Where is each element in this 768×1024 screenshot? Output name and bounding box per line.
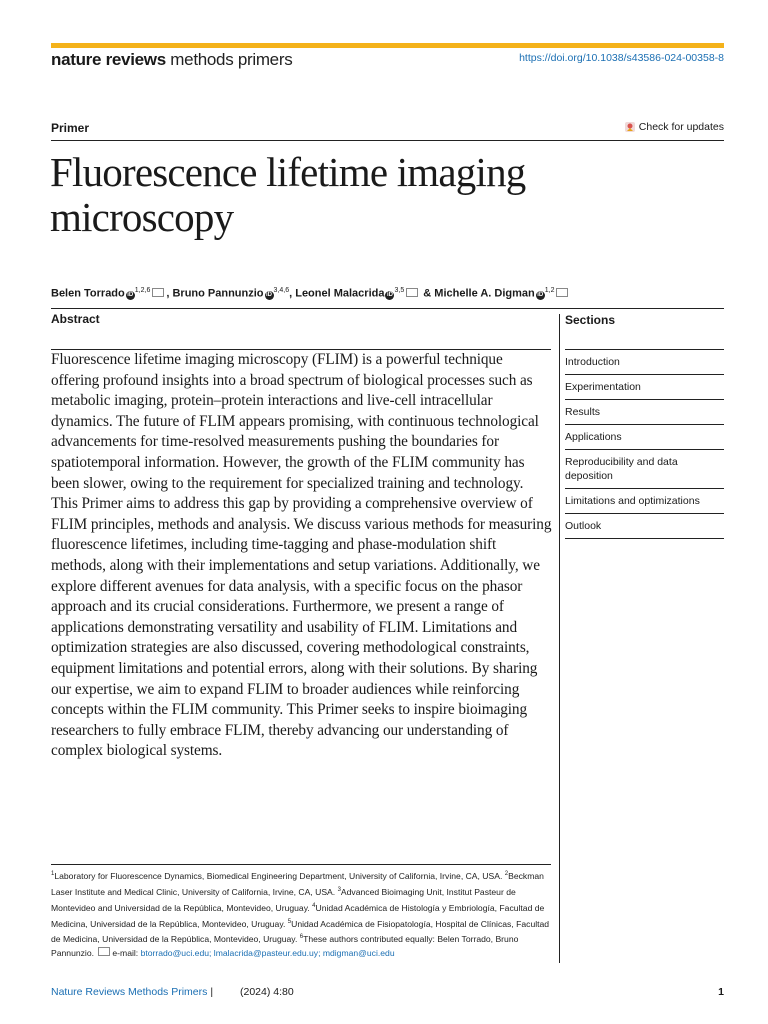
author-affiliation: 1,2 [544, 287, 555, 294]
affiliation-text: Unidad Académica de Histología y Embriología, Facultad de Medicina, Universidad de la República, Montevideo, Uruguay. [51, 902, 545, 929]
footer-citation: (2024) 4:80 [240, 986, 294, 998]
affiliation-number: 3 [337, 886, 341, 893]
brand-bold: nature reviews [51, 50, 166, 69]
divider [51, 308, 724, 309]
header-accent-bar [51, 43, 724, 48]
author-name[interactable]: Leonel Malacrida [295, 287, 385, 300]
section-link[interactable]: Outlook [565, 514, 724, 539]
doi-link[interactable]: https://doi.org/10.1038/s43586-024-00358-8 [519, 52, 724, 64]
author-name[interactable]: Bruno Pannunzio [172, 287, 264, 300]
affiliation-number: 6 [299, 934, 304, 941]
orcid-icon[interactable]: iD [266, 291, 273, 298]
orcid-icon[interactable]: iD [127, 291, 134, 298]
journal-brand[interactable] [51, 50, 292, 70]
check-for-updates-button[interactable] [624, 121, 724, 133]
author-separator: , [166, 287, 173, 300]
page-number: 1 [718, 986, 724, 998]
section-link[interactable]: Results [565, 400, 724, 425]
divider [51, 140, 724, 141]
email-icon[interactable] [556, 288, 568, 297]
section-link[interactable]: Introduction [565, 350, 724, 375]
section-link[interactable]: Limitations and optimizations [565, 489, 724, 514]
footer-journal-name: Nature Reviews Methods Primers [51, 986, 208, 998]
check-updates-label: Check for updates [638, 121, 724, 133]
divider [51, 864, 551, 865]
author-affiliation: 1,2,6 [134, 287, 151, 294]
email-icon[interactable] [152, 288, 164, 297]
section-link[interactable]: Applications [565, 425, 724, 450]
section-link[interactable]: Reproducibility and data deposition [565, 450, 724, 489]
affiliation-number: 5 [287, 918, 292, 925]
affiliations-footnote [51, 867, 556, 960]
column-divider [559, 314, 560, 963]
email-label: e-mail: [112, 948, 141, 959]
author-list [51, 287, 570, 300]
author-separator: , [289, 287, 296, 300]
affiliation-text: Advanced Bioimaging Unit, Institut Pasteur de Montevideo and Universidad de la República, Montevideo, Uruguay. [51, 886, 516, 913]
affiliation-number: 2 [504, 871, 509, 877]
email-links[interactable]: btorrado@uci.edu; lmalacrida@pasteur.edu.uy; mdigman@uci.edu [140, 948, 395, 959]
author-name[interactable]: Belen Torrado [51, 287, 125, 300]
check-updates-icon [624, 121, 636, 133]
email-icon[interactable] [406, 288, 418, 297]
sections-heading: Sections [565, 313, 616, 327]
abstract-text: Fluorescence lifetime imaging microscopy (FLIM) is a powerful technique offering profound insights into a broad spectrum of biological processes such as metabolic imaging, protein–protein interactions and live-cell intracellular dynamics. The future of FLIM appears promising, with continuous technological advancements for time-resolved measurements pushing the boundaries for spatiotemporal information. However, the growth of the FLIM community has been slower, owing to the requirement for specialized training and technology. This Primer aims to address this gap by providing a comprehensive overview of FLIM principles, methods and analysis. We discuss various methods for measuring fluorescence lifetimes, including time-tagging and phase-modulation shift methods, along with their implementations and setup variations. Additionally, we explore different avenues for data analysis, with a specific focus on the phasor approach and its crucial considerations. Furthermore, we present a range of applications demonstrating versatility and usability of FLIM. Limitations and optimization strategies are also discussed, covering methodological constraints, equipment limitations and potential errors, along with their solutions. By sharing our expertise, we aim to expand FLIM to broader audiences while reinforcing concepts within the FLIM community. This Primer seeks to inspire bioimaging researchers to fully embrace FLIM, thereby advancing our understanding of complex biological systems. [51, 351, 552, 760]
affiliation-text: Unidad Académica de Fisiopatología, Hospital de Clínicas, Facultad de Medicina, Universidad de la República, Montevideo, Uruguay. [51, 918, 550, 945]
brand-light: methods primers [170, 50, 293, 69]
affiliation-text: These authors contributed equally: Belen Torrado, Bruno Pannunzio. [51, 934, 519, 959]
orcid-icon[interactable]: iD [386, 291, 393, 298]
affiliation-text: Beckman Laser Institute and Medical Clinic, University of California, Irvine, CA, USA. [51, 870, 544, 897]
affiliation-text: Laboratory for Fluorescence Dynamics, Biomedical Engineering Department, University of California, Irvine, CA, USA. [54, 870, 505, 881]
author-name[interactable]: Michelle A. Digman [434, 287, 535, 300]
email-icon [98, 947, 110, 956]
footer-separator: | [210, 986, 214, 998]
sections-nav [565, 349, 724, 539]
author-affiliation: 3,4,6 [273, 287, 290, 294]
footer-journal[interactable] [51, 986, 213, 998]
affiliation-number: 4 [312, 902, 316, 909]
article-title: Fluorescence lifetime imaging microscopy [50, 149, 526, 240]
article-type: Primer [51, 121, 90, 135]
author-affiliation: 3,5 [394, 287, 405, 294]
affiliation-number: 1 [51, 871, 55, 877]
abstract-heading: Abstract [51, 312, 100, 326]
section-link[interactable]: Experimentation [565, 375, 724, 400]
orcid-icon[interactable]: iD [537, 291, 544, 298]
author-separator: & [420, 287, 435, 300]
